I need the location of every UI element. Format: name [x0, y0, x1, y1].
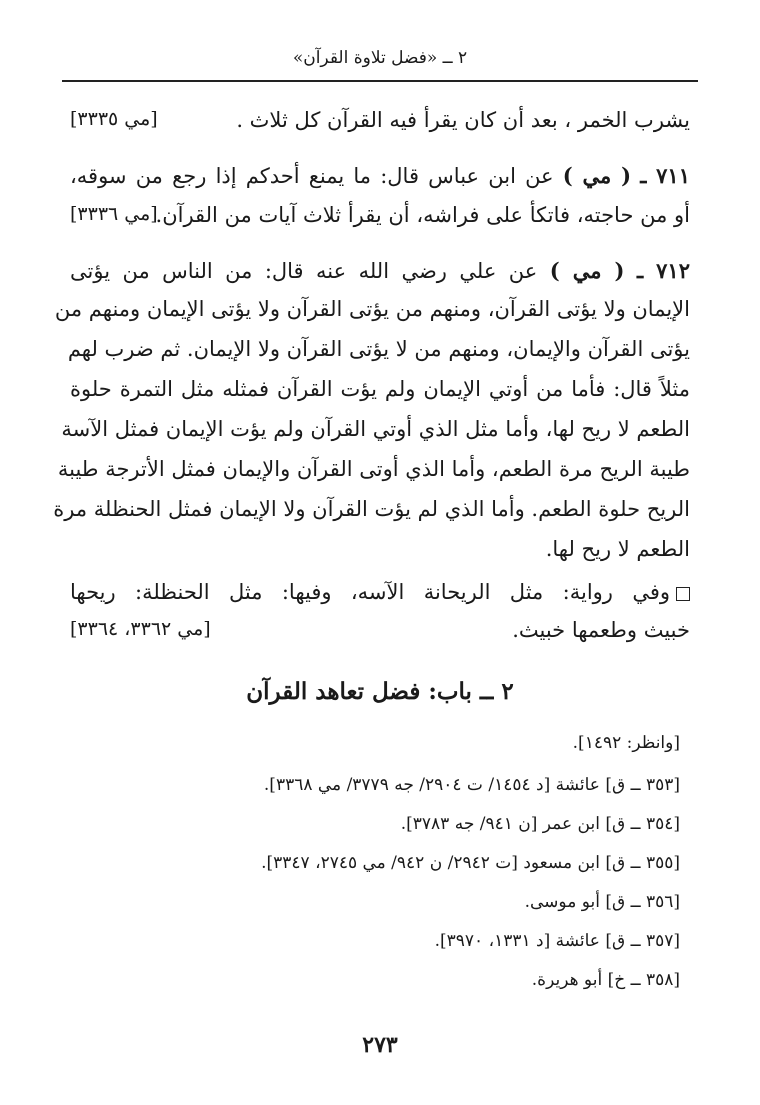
variant-text-2: خبيث وطعمها خبيث. [512, 618, 690, 642]
header-rule [62, 80, 698, 82]
index-entry: [٣٥٤ ــ ق] ابن عمر [ن ٩٤١/ جه ٣٧٨٣]. [400, 814, 680, 834]
index-entry: [٣٥٧ ــ ق] عائشة [د ١٣٣١، ٣٩٧٠]. [434, 931, 680, 951]
variant-text-1: وفي رواية: مثل الريحانة الآسه، وفيها: مثل الحنظلة: ريحها [70, 580, 670, 604]
reference-3335: [مي ٣٣٣٥] [70, 108, 158, 130]
hadith-711-line-2 [70, 203, 690, 228]
hadith-712-line: يؤتى القرآن والإيمان، ومنهم من لا يؤتى القرآن ولا الإيمان. ثم ضرب لهم [67, 337, 690, 361]
hadith-number-712: ٧١٢ ـ [636, 258, 690, 283]
hadith-712-line: مثلاً قال: فأما من أوتي الإيمان ولم يؤت القرآن فمثله مثل التمرة حلوة [70, 377, 690, 401]
hadith-number-711: ٧١١ ـ [640, 163, 690, 188]
continuation-line [70, 108, 690, 133]
running-head: ٢ ــ «فضل تلاوة القرآن» [292, 48, 468, 68]
chapter-title: ٢ ــ باب: فضل تعاهد القرآن [246, 678, 514, 705]
hadith-712-last-line: الطعم لا ريح لها. [545, 537, 690, 561]
hadith-712-line: الإيمان ولا يؤتى القرآن، ومنهم من يؤتى القرآن ولا يؤتى الإيمان ومنهم من [54, 297, 690, 321]
index-entry: [وانظر: ١٤٩٢]. [572, 733, 680, 753]
index-entry: [٣٥٥ ــ ق] ابن مسعود [ت ٢٩٤٢/ ن ٩٤٢/ مي ٢٧٤٥، ٣٣٤٧]. [261, 853, 680, 873]
hadith-712-line: الطعم لا ريح لها، وأما مثل الذي أوتي القرآن ولم يؤت الإيمان فمثل الآسة [61, 417, 690, 441]
index-entry: [٣٥٨ ــ خ] أبو هريرة. [531, 970, 680, 990]
square-bullet-icon [676, 587, 690, 601]
source-tag: ( مي ) [562, 163, 632, 188]
continuation-text: يشرب الخمر ، بعد أن كان يقرأ فيه القرآن كل ثلاث . [236, 108, 690, 132]
reference-3362-3364: [مي ٣٣٦٢، ٣٣٦٤] [70, 618, 211, 640]
hadith-712-line: الريح حلوة الطعم. وأما الذي لم يؤت القرآن ولا الإيمان فمثل الحنظلة مرة [53, 497, 690, 521]
hadith-712-line-1 [70, 258, 690, 284]
hadith-712-line: طيبة الريح مرة الطعم، وأما الذي أوتى القرآن والإيمان فمثل الأترجة طيبة [57, 457, 690, 481]
variant-line-1 [70, 580, 690, 605]
index-entry: [٣٥٣ ــ ق] عائشة [د ١٤٥٤/ ت ٢٩٠٤/ جه ٣٧٧٩/ مي ٣٣٦٨]. [263, 775, 680, 795]
hadith-711-line-1 [70, 163, 690, 189]
reference-3336: [مي ٣٣٣٦] [70, 203, 158, 225]
hadith-711-text-1: عن ابن عباس قال: ما يمنع أحدكم إذا رجع من سوقه، [70, 164, 554, 188]
page-number: ٢٧٣ [362, 1032, 398, 1058]
index-entry: [٣٥٦ ــ ق] أبو موسى. [524, 892, 680, 912]
hadith-712-text-1: عن علي رضي الله عنه قال: من الناس من يؤتى [70, 259, 538, 283]
hadith-711-text-2: أو من حاجته، فاتكأ على فراشه، أن يقرأ ثلاث آيات من القرآن. [155, 203, 690, 227]
source-tag: ( مي ) [549, 258, 625, 283]
variant-line-2 [70, 618, 690, 643]
